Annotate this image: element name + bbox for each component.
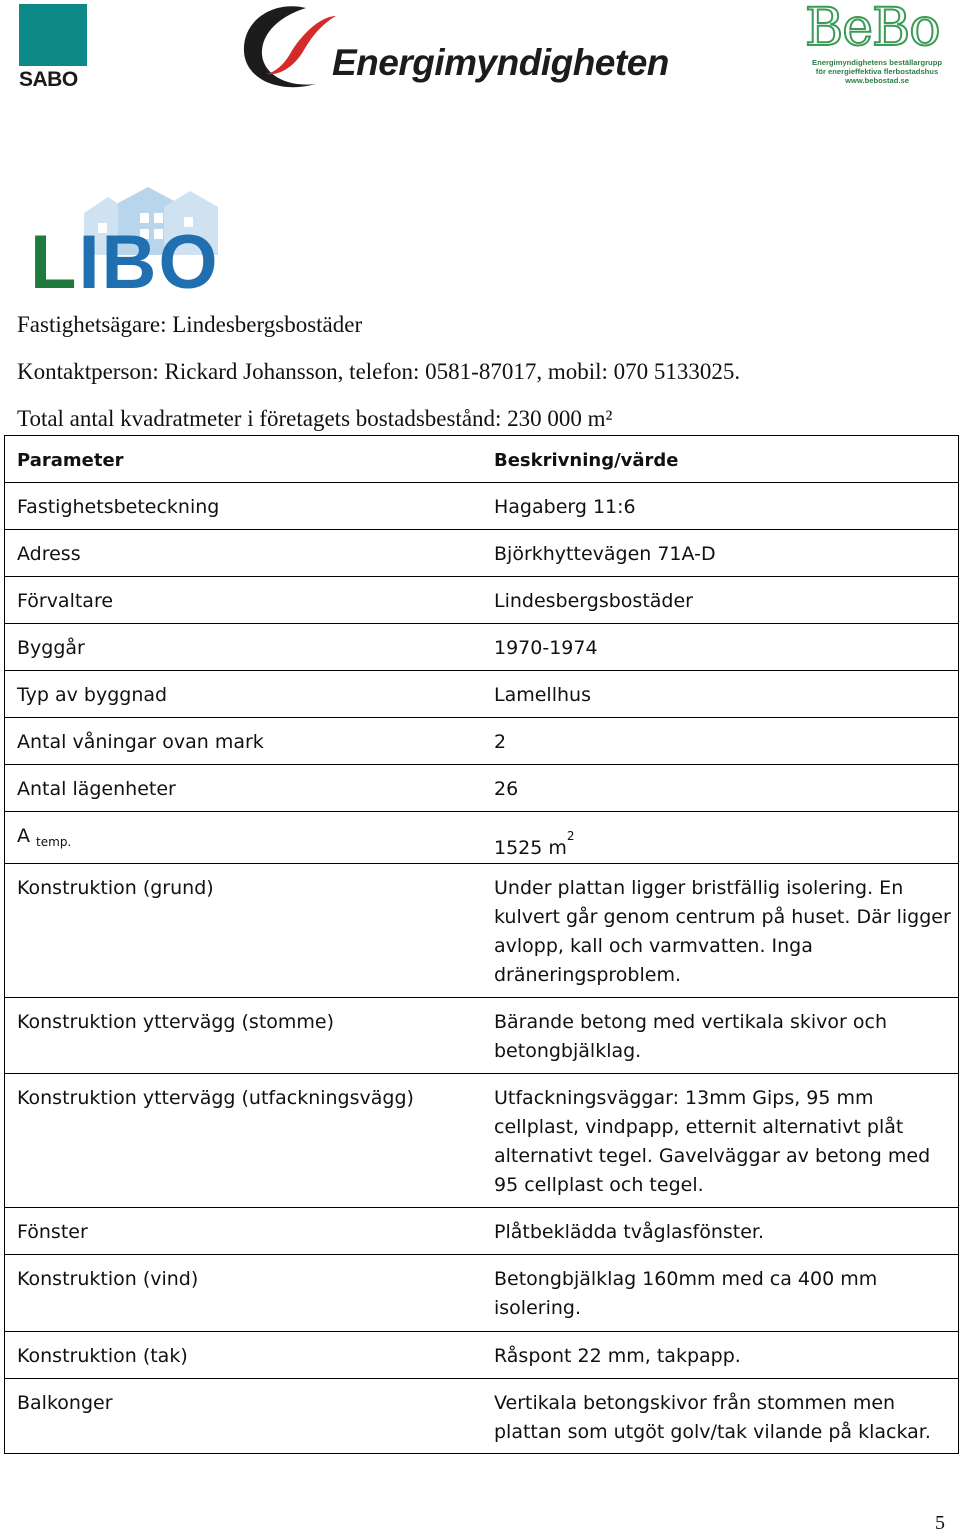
table-row	[5, 483, 959, 530]
bebo-subtitle-line: för energieffektiva flerbostadshus	[815, 67, 939, 76]
row-parameter: Adress	[5, 530, 483, 577]
table-row	[5, 1379, 959, 1454]
row-parameter: Förvaltare	[5, 577, 483, 624]
libo-logo-text: LIBO	[30, 220, 220, 305]
contact-line: Kontaktperson: Rickard Johansson, telefon: 0581-87017, mobil: 070 5133025.	[17, 359, 741, 384]
row-value: Råspont 22 mm, takpapp.	[482, 1332, 959, 1379]
total-area-line: Total antal kvadratmeter i företagets bostadsbestånd: 230 000 m²	[17, 406, 613, 431]
bebo-logo	[803, 2, 948, 92]
libo-logo	[30, 183, 230, 305]
row-value: Utfackningsväggar: 13mm Gips, 95 mm cellplast, vindpapp, etternit alternativt plåt alternativt tegel. Gavelväggar av betong med 95 cellplast och tegel.	[482, 1074, 959, 1208]
table-row	[5, 530, 959, 577]
bebo-subtitle-line: www.bebostad.se	[845, 76, 909, 85]
sabo-logo	[19, 4, 89, 90]
bebo-subtitle-line: Energimyndighetens beställargrupp	[812, 58, 942, 67]
row-value: Plåtbeklädda tvåglasfönster.	[482, 1208, 959, 1255]
row-value: 1970-1974	[482, 624, 959, 671]
row-value: Betongbjälklag 160mm med ca 400 mm isolering.	[482, 1255, 959, 1332]
table-row	[5, 671, 959, 718]
page-number: 5	[935, 1512, 945, 1534]
table-row	[5, 765, 959, 812]
row-value: Lindesbergsbostäder	[482, 577, 959, 624]
row-parameter: Typ av byggnad	[5, 671, 483, 718]
row-parameter: Konstruktion yttervägg (stomme)	[5, 998, 483, 1074]
energimyndigheten-logo-text: Energimyndigheten	[332, 42, 669, 83]
row-parameter: Antal lägenheter	[5, 765, 483, 812]
row-parameter: Konstruktion yttervägg (utfackningsvägg)	[5, 1074, 483, 1208]
row-value: 2	[482, 718, 959, 765]
table-row	[5, 1255, 959, 1332]
bebo-logo-subtitle	[807, 58, 947, 85]
header-parameter: Parameter	[5, 436, 483, 483]
row-parameter: Konstruktion (grund)	[5, 864, 483, 998]
energimyndigheten-swoosh-icon	[240, 2, 340, 94]
owner-line: Fastighetsägare: Lindesbergsbostäder	[17, 312, 363, 337]
row-parameter: Konstruktion (vind)	[5, 1255, 483, 1332]
table-row	[5, 718, 959, 765]
row-value: Vertikala betongskivor från stommen men plattan som utgöt golv/tak vilande på klackar.	[482, 1379, 959, 1454]
row-parameter: Konstruktion (tak)	[5, 1332, 483, 1379]
table-row	[5, 1332, 959, 1379]
bebo-logo-text: BeBo	[805, 0, 940, 58]
table-row	[5, 577, 959, 624]
property-table	[4, 435, 959, 1454]
row-value: Lamellhus	[482, 671, 959, 718]
row-value: 26	[482, 765, 959, 812]
row-parameter-atemp: A $_{temp.}$	[5, 812, 483, 864]
row-value-atemp: 1525 $m^2$	[482, 812, 959, 864]
table-header-row	[5, 436, 959, 483]
row-parameter: Fastighetsbeteckning	[5, 483, 483, 530]
table-row	[5, 1074, 959, 1208]
row-value: Bärande betong med vertikala skivor och betongbjälklag.	[482, 998, 959, 1074]
row-value: Hagaberg 11:6	[482, 483, 959, 530]
row-parameter: Fönster	[5, 1208, 483, 1255]
energimyndigheten-logo	[240, 2, 669, 94]
row-parameter: Byggår	[5, 624, 483, 671]
table-row	[5, 864, 959, 998]
header-value: Beskrivning/värde	[482, 436, 959, 483]
row-parameter: Antal våningar ovan mark	[5, 718, 483, 765]
row-value: Björkhyttevägen 71A-D	[482, 530, 959, 577]
row-parameter: Balkonger	[5, 1379, 483, 1454]
table-row	[5, 624, 959, 671]
table-row	[5, 998, 959, 1074]
table-row	[5, 812, 959, 864]
sabo-logo-square	[19, 4, 87, 66]
sabo-logo-text: SABO	[19, 68, 78, 91]
row-value: Under plattan ligger bristfällig isolering. En kulvert går genom centrum på huset. Där ligger avlopp, kall och varmvatten. Inga dräneringsproblem.	[482, 864, 959, 998]
table-row	[5, 1208, 959, 1255]
